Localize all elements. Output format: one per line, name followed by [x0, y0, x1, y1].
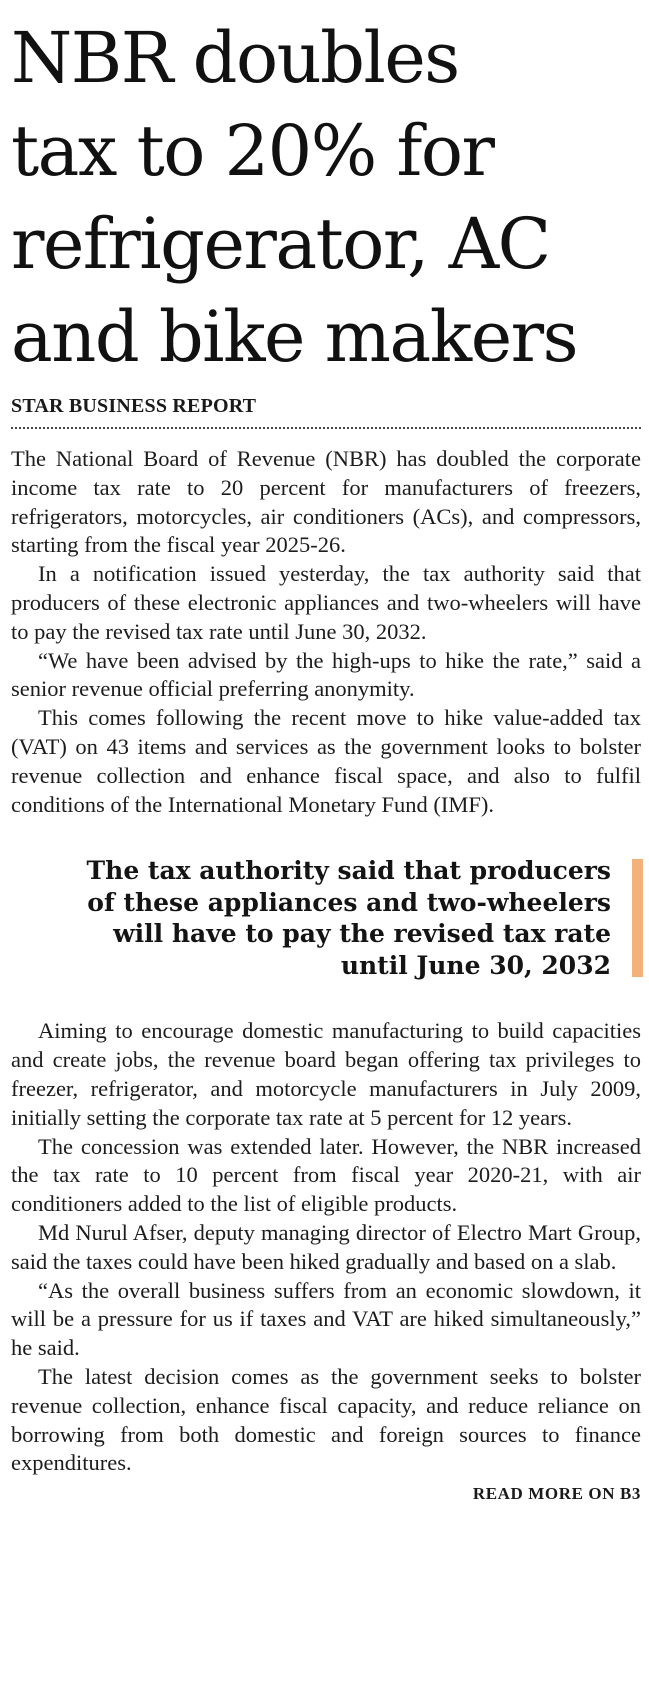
paragraph: Aiming to encourage domestic manufacturing to build capacities and create jobs, the revenue board began offering tax privileges to freezer, refrigerator, and motorcycle manufacturers in July 2009, initially setting the corporate tax rate at 5 percent for 12 years.: [11, 1018, 641, 1130]
byline: STAR BUSINESS REPORT: [11, 395, 641, 429]
article-body-top: [11, 445, 641, 819]
paragraph: The National Board of Revenue (NBR) has doubled the corporate income tax rate to 20 percent for manufacturers of freezers, refrigerators, motorcycles, air conditioners (ACs), and compressors, starting from the fiscal year 2025-26.: [11, 446, 641, 558]
headline-line: NBR doubles: [11, 17, 459, 99]
pull-quote-line: of these appliances and two-wheelers: [87, 887, 611, 917]
article-body-bottom: [11, 1017, 641, 1478]
pull-quote-text: [21, 855, 611, 981]
pull-quote-accent-bar: [632, 859, 643, 977]
headline: [11, 0, 641, 384]
paragraph: This comes following the recent move to hike value-added tax (VAT) on 43 items and services as the government looks to bolster revenue collection and enhance fiscal space, and also to fulfil conditions of the International Monetary Fund (IMF).: [11, 705, 641, 817]
paragraph: “As the overall business suffers from an economic slowdown, it will be a pressure for us if taxes and VAT are hiked simultaneously,” he said.: [11, 1277, 641, 1361]
article: [11, 0, 641, 1504]
paragraph: In a notification issued yesterday, the tax authority said that producers of these electronic appliances and two-wheelers will have to pay the revised tax rate until June 30, 2032.: [11, 561, 641, 644]
paragraph: The concession was extended later. However, the NBR increased the tax rate to 10 percent from fiscal year 2020-21, with air conditioners added to the list of eligible products.: [11, 1133, 641, 1217]
paragraph: “We have been advised by the high-ups to hike the rate,” said a senior revenue official preferring anonymity.: [11, 647, 641, 702]
pull-quote-line: will have to pay the revised tax rate: [113, 919, 611, 949]
pull-quote: [11, 855, 641, 983]
headline-line: and bike makers: [11, 296, 578, 378]
paragraph: The latest decision comes as the government seeks to bolster revenue collection, enhance fiscal capacity, and reduce reliance on borrowing from both domestic and foreign sources to finance expenditures.: [11, 1363, 641, 1476]
pull-quote-line: until June 30, 2032: [340, 950, 611, 980]
read-more-link[interactable]: READ MORE ON B3: [472, 1484, 641, 1504]
pull-quote-line: The tax authority said that producers: [86, 856, 611, 886]
headline-line: tax to 20% for: [11, 110, 494, 192]
paragraph: Md Nurul Afser, deputy managing director of Electro Mart Group, said the taxes could have been hiked gradually and based on a slab.: [11, 1219, 641, 1274]
headline-line: refrigerator, AC: [11, 203, 550, 285]
